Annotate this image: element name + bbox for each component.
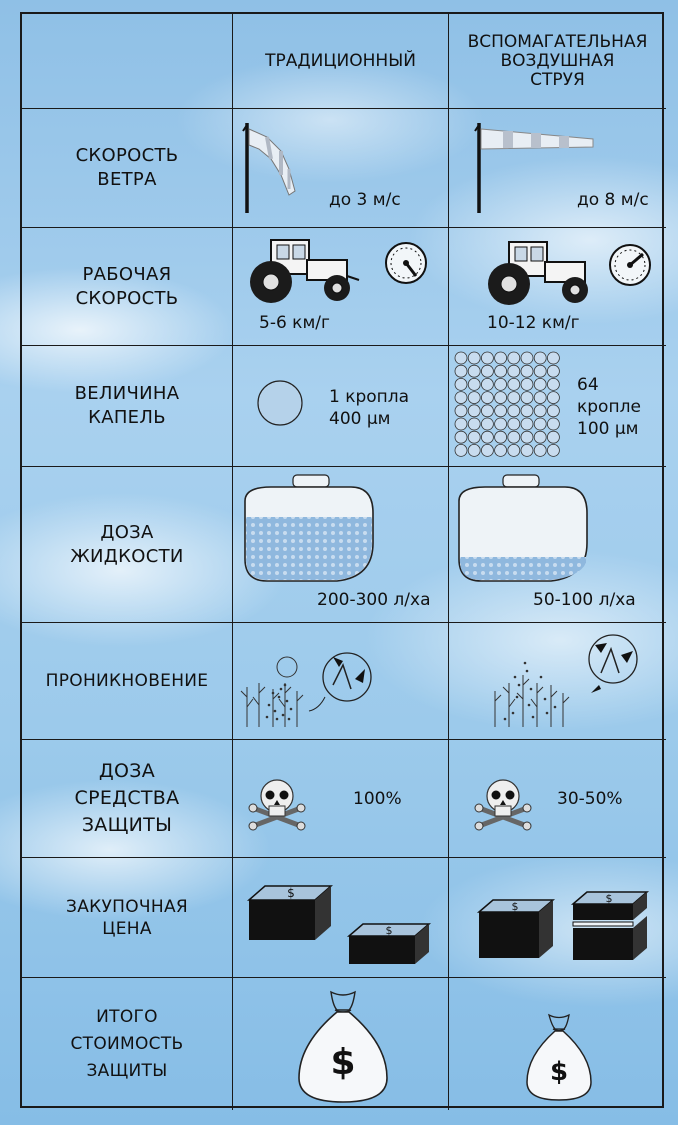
droplet [481, 365, 493, 377]
droplet [508, 431, 520, 443]
money-stack-icon [343, 922, 433, 968]
droplet [508, 352, 520, 364]
droplet [534, 418, 546, 430]
protection-dose-traditional-value: 100% [353, 789, 402, 809]
droplet [455, 392, 467, 404]
droplet [455, 352, 467, 364]
droplet [468, 418, 480, 430]
droplet [547, 392, 559, 404]
penetration-traditional [233, 623, 449, 740]
droplet [455, 444, 467, 456]
droplet [534, 431, 546, 443]
row-label-purchase-price: ЗАКУПОЧНАЯ ЦЕНА [22, 858, 233, 978]
row-label-penetration: ПРОНИКНОВЕНИЕ [22, 623, 233, 740]
droplet [468, 378, 480, 390]
droplet [468, 431, 480, 443]
droplet [547, 365, 559, 377]
money-bag-icon [519, 1012, 599, 1104]
penetration-air-assisted [449, 623, 666, 740]
droplet-size-traditional-value: 1 кропла 400 μм [329, 387, 410, 429]
droplet [481, 444, 493, 456]
liquid-dose-air-assisted-value: 50-100 л/ха [533, 590, 636, 610]
skull-crossbones-icon [475, 776, 531, 828]
money-bag-icon [289, 988, 399, 1106]
droplet [468, 352, 480, 364]
droplet [481, 418, 493, 430]
droplet [534, 378, 546, 390]
dollar-symbol: $ [549, 1057, 569, 1087]
tank-icon [455, 473, 595, 585]
droplet [547, 405, 559, 417]
droplet [495, 378, 507, 390]
dollar-symbol: $ [385, 924, 393, 937]
droplet [521, 365, 533, 377]
money-stack-icon [567, 890, 651, 962]
comparison-table [20, 12, 664, 1108]
row-label-wind-speed: СКОРОСТЬ ВЕТРА [22, 109, 233, 228]
dollar-symbol: $ [330, 1042, 356, 1083]
money-stack-icon [243, 884, 333, 944]
droplet [455, 418, 467, 430]
plants-icon [489, 627, 666, 737]
total-cost-traditional [233, 978, 449, 1110]
row-label-working-speed: РАБОЧАЯ СКОРОСТЬ [22, 228, 233, 346]
wind-speed-air-assisted [449, 109, 666, 228]
protection-dose-air-assisted-value: 30-50% [557, 789, 623, 809]
liquid-dose-traditional [233, 467, 449, 623]
row-label-total-cost: ИТОГО СТОИМОСТЬ ЗАЩИТЫ [22, 978, 233, 1110]
droplet [534, 352, 546, 364]
droplet [495, 405, 507, 417]
working-speed-traditional-value: 5-6 км/г [259, 313, 330, 333]
plants-icon [239, 627, 439, 737]
droplet [468, 405, 480, 417]
speedometer-icon [383, 240, 429, 286]
working-speed-air-assisted-value: 10-12 км/г [487, 313, 580, 333]
droplet [495, 444, 507, 456]
droplet [455, 378, 467, 390]
purchase-price-air-assisted [449, 858, 666, 978]
droplet [455, 405, 467, 417]
droplet [495, 431, 507, 443]
dollar-symbol: $ [287, 886, 295, 900]
tank-icon [241, 473, 381, 585]
droplet [547, 378, 559, 390]
column-header-traditional: ТРАДИЦИОННЫЙ [233, 14, 449, 109]
wind-speed-traditional [233, 109, 449, 228]
tractor-icon [479, 238, 599, 308]
droplet [521, 378, 533, 390]
droplet [521, 352, 533, 364]
column-header-air-assisted: ВСПОМАГАТЕЛЬНАЯ ВОЗДУШНАЯ СТРУЯ [449, 14, 666, 109]
droplet [521, 431, 533, 443]
row-label-protection-dose: ДОЗА СРЕДСТВА ЗАЩИТЫ [22, 740, 233, 858]
droplet [534, 365, 546, 377]
working-speed-traditional [233, 228, 449, 346]
row-label-liquid-dose: ДОЗА ЖИДКОСТИ [22, 467, 233, 623]
droplet-size-traditional [233, 346, 449, 467]
droplet [481, 378, 493, 390]
speedometer-icon [607, 242, 653, 288]
droplet [521, 418, 533, 430]
droplet-size-air-assisted-value: 64 кропле 100 μм [577, 375, 641, 439]
tractor-icon [241, 236, 361, 306]
droplet [508, 444, 520, 456]
droplet [547, 418, 559, 430]
droplet-grid [453, 350, 563, 460]
droplet [508, 365, 520, 377]
droplet [521, 405, 533, 417]
working-speed-air-assisted [449, 228, 666, 346]
droplet [481, 392, 493, 404]
money-stack-icon [473, 898, 557, 962]
droplet [481, 431, 493, 443]
droplet [521, 392, 533, 404]
droplet [495, 392, 507, 404]
wind-speed-traditional-value: до 3 м/с [329, 190, 401, 210]
corner-cell [22, 14, 233, 109]
droplet [495, 365, 507, 377]
wind-speed-air-assisted-value: до 8 м/с [577, 190, 649, 210]
droplet [508, 405, 520, 417]
droplet [455, 365, 467, 377]
droplet [468, 365, 480, 377]
droplet [468, 444, 480, 456]
dollar-symbol: $ [605, 892, 613, 905]
droplet [481, 405, 493, 417]
droplet [455, 431, 467, 443]
droplet-icon [255, 378, 305, 428]
droplet [468, 392, 480, 404]
droplet [508, 418, 520, 430]
droplet [508, 378, 520, 390]
protection-dose-air-assisted [449, 740, 666, 858]
droplet [547, 444, 559, 456]
purchase-price-traditional [233, 858, 449, 978]
liquid-dose-air-assisted [449, 467, 666, 623]
droplet [521, 444, 533, 456]
droplet [534, 444, 546, 456]
droplet [508, 392, 520, 404]
droplet [495, 418, 507, 430]
droplet-size-air-assisted [449, 346, 666, 467]
liquid-dose-traditional-value: 200-300 л/ха [317, 590, 431, 610]
droplet [534, 392, 546, 404]
droplet [481, 352, 493, 364]
droplet [547, 431, 559, 443]
row-label-droplet-size: ВЕЛИЧИНА КАПЕЛЬ [22, 346, 233, 467]
droplet [534, 405, 546, 417]
skull-crossbones-icon [249, 776, 305, 828]
dollar-symbol: $ [511, 900, 519, 913]
droplet [495, 352, 507, 364]
protection-dose-traditional [233, 740, 449, 858]
total-cost-air-assisted [449, 978, 666, 1110]
droplet [547, 352, 559, 364]
